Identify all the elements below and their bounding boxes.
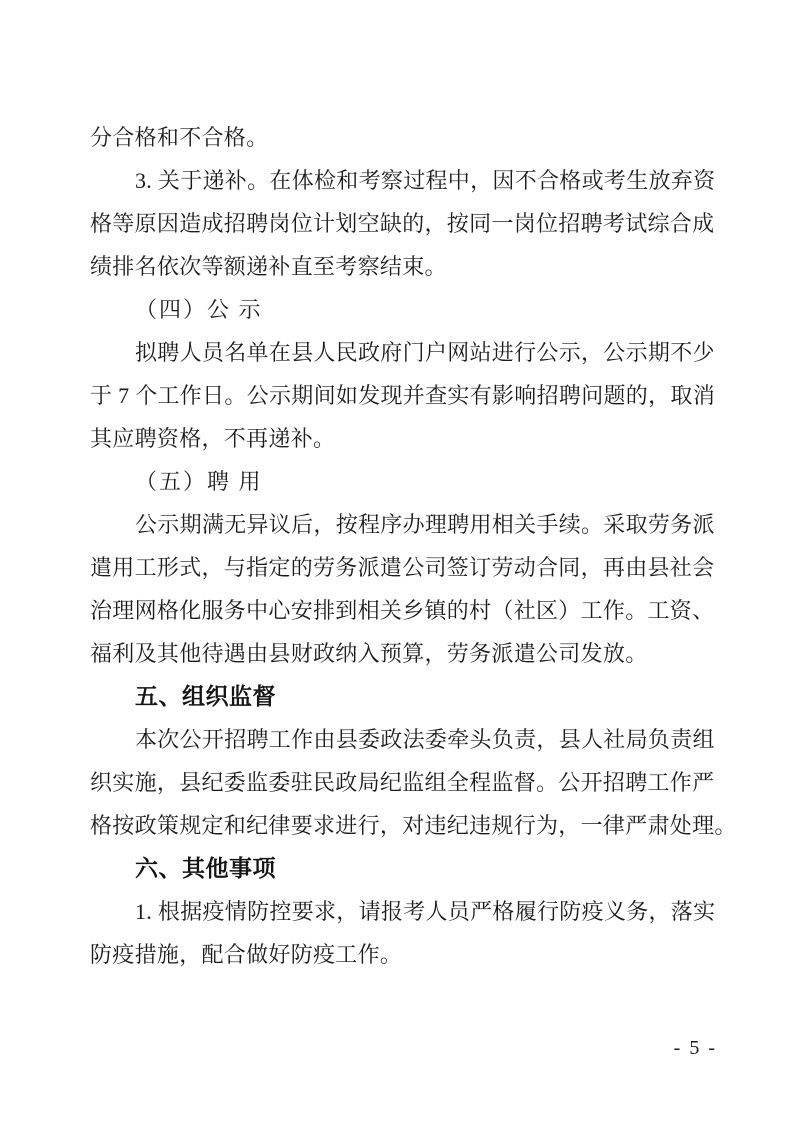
doc-line: 拟聘人员名单在县人民政府门户网站进行公示，公示期不少 [135, 340, 715, 365]
doc-line: 公示期满无异议后，按程序办理聘用相关手续。采取劳务派 [135, 512, 715, 537]
doc-line: 本次公开招聘工作由县委政法委牵头负责，县人社局负责组 [135, 727, 715, 752]
heading-other-matters: 六、其他事项 [135, 855, 276, 881]
page-number: - 5 - [673, 1037, 717, 1059]
heading-public-notice: （四）公 示 [135, 297, 263, 322]
doc-line: 分合格和不合格。 [90, 125, 269, 150]
doc-line: 防疫措施，配合做好防疫工作。 [90, 942, 403, 967]
doc-line: 格按政策规定和纪律要求进行，对违纪违规行为，一律严肃处理。 [90, 813, 737, 838]
doc-line: 格等原因造成招聘岗位计划空缺的，按同一岗位招聘考试综合成 [90, 211, 715, 236]
heading-organization-supervision: 五、组织监督 [135, 683, 276, 709]
doc-line: 其应聘资格，不再递补。 [90, 426, 336, 451]
doc-line: 于 7 个工作日。公示期间如发现并查实有影响招聘问题的，取消 [90, 383, 716, 408]
doc-line: 福利及其他待遇由县财政纳入预算，劳务派遣公司发放。 [90, 641, 648, 666]
doc-line: 织实施，县纪委监委驻民政局纪监组全程监督。公开招聘工作严 [90, 770, 715, 795]
doc-line: 遣用工形式，与指定的劳务派遣公司签订劳动合同，再由县社会 [90, 555, 715, 580]
doc-line: 1. 根据疫情防控要求，请报考人员严格履行防疫义务，落实 [135, 899, 716, 924]
doc-line: 3. 关于递补。在体检和考察过程中，因不合格或考生放弃资 [135, 168, 716, 193]
doc-line: 绩排名依次等额递补直至考察结束。 [90, 254, 447, 279]
doc-line: 治理网格化服务中心安排到相关乡镇的村（社区）工作。工资、 [90, 598, 715, 623]
heading-employment: （五）聘 用 [135, 469, 263, 494]
